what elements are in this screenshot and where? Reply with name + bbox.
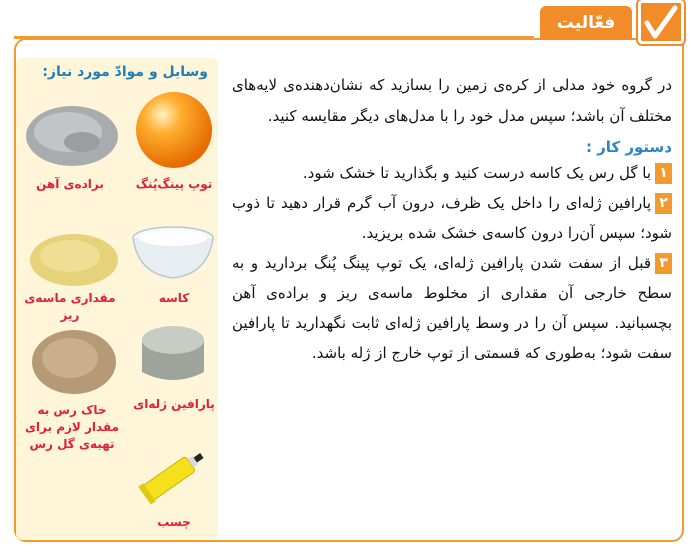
- bowl-image: [130, 224, 216, 282]
- clay-soil-image: [28, 326, 120, 398]
- step-text: پارافین ژله‌ای را داخل یک ظرف، درون آب گرم قرار دهید تا ذوب شود؛ سپس آن‌را درون کاسه‌ی خشک شده بریزید.: [232, 194, 672, 242]
- material-label-ball: توپ پینگ‌پُنگ: [135, 177, 213, 191]
- material-label-paraffin: پارافین ژله‌ای: [133, 397, 215, 411]
- step-2: [232, 188, 672, 248]
- fine-sand-image: [26, 228, 122, 288]
- materials-title: وسایل و موادّ مورد نیاز:: [42, 64, 208, 80]
- step-number: ۲: [655, 193, 672, 214]
- header-line: [14, 36, 534, 39]
- material-label-clay: خاک رس به مقدار لازم برای تهیه‌ی گل رس: [24, 403, 120, 451]
- step-text: قبل از سفت شدن پارافین ژله‌ای، یک توپ پینگ پُنگ بردارید و به سطح خارجی آن مقداری از مخلوط ماسه‌ی ریز و براده‌ی آهن بچسبانید. سپس آن را در وسط پارافین ژله‌ای ثابت نگهدارید تا پارافین سفت شود؛ به‌طوری که قسمتی از توپ خارج از ژله باشد.: [232, 254, 672, 362]
- step-1: [232, 158, 672, 188]
- activity-header: [14, 0, 684, 44]
- checkmark-icon: [638, 0, 684, 44]
- ping-pong-ball-image: [134, 90, 214, 170]
- step-number: ۳: [655, 253, 672, 274]
- step-text: با گل رس یک کاسه درست کنید و بگذارید تا خشک شود.: [302, 164, 651, 182]
- material-label-iron: براده‌ی آهن: [36, 177, 104, 191]
- iron-filings-image: [22, 98, 122, 168]
- step-number: ۱: [655, 163, 672, 184]
- material-label-glue: چسب: [157, 515, 191, 529]
- activity-title: فعّالیت: [540, 6, 632, 40]
- materials-sidebar: [16, 58, 218, 540]
- glue-tube-image: [136, 442, 212, 508]
- step-3: [232, 248, 672, 368]
- material-label-bowl: کاسه: [158, 291, 190, 305]
- intro-text: در گروه خود مدلی از کره‌ی زمین را بسازید که نشان‌دهنده‌ی لایه‌های مختلف آن باشد؛ سپس مدل خود را با مدل‌های دیگر مقایسه کنید.: [232, 76, 672, 125]
- material-label-sand: مقداری ماسه‌ی ریز: [24, 291, 116, 322]
- gel-paraffin-image: [136, 320, 210, 390]
- activity-content: [232, 70, 672, 368]
- instructions-heading: دستور کار :: [585, 138, 672, 156]
